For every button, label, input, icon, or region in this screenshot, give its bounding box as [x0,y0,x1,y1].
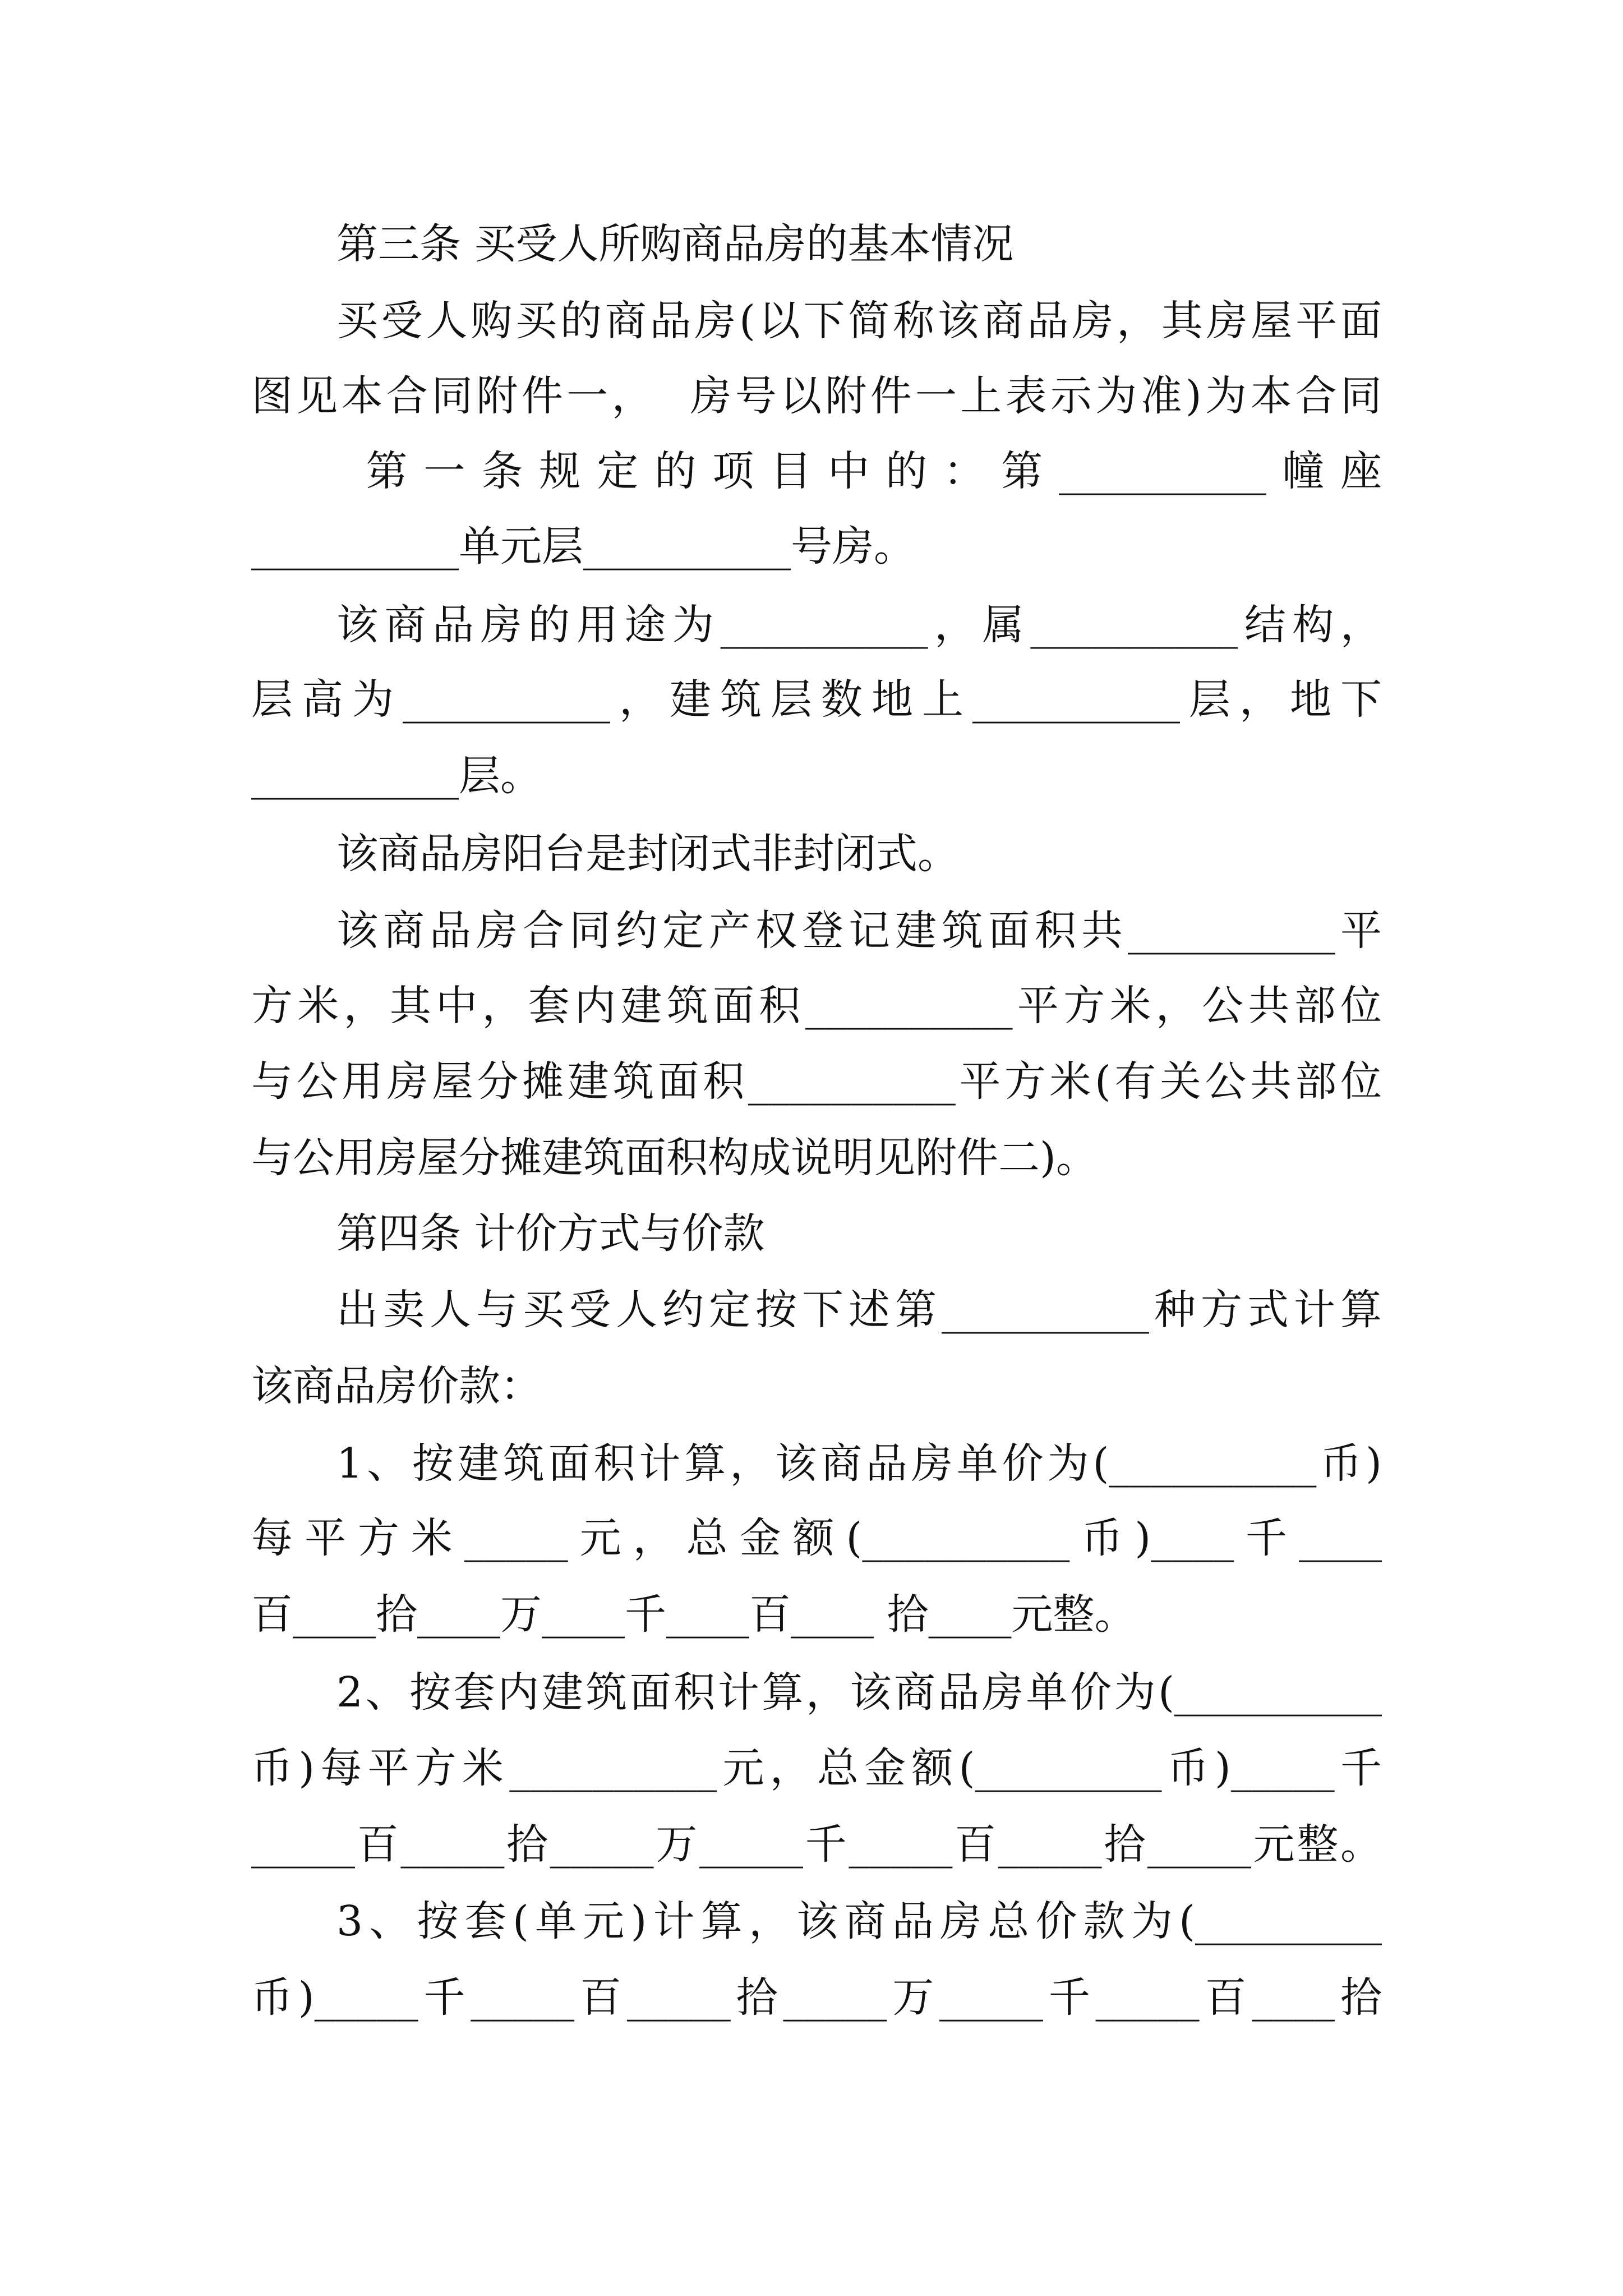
paragraph-line: 3、按套(单元)计算，该商品房总价款为(_________ [336,1897,1382,1945]
paragraph-line: __________层。 [251,752,542,800]
paragraph-line: 方米，其中，套内建筑面积__________平方米，公共部位 [251,982,1382,1030]
paragraph-line: 该商品房阳台是封闭式非封闭式。 [336,830,959,878]
paragraph-line: 该商品房价款： [251,1362,542,1410]
paragraph-line: 第一条规定的项目中的：第__________幢座 [336,447,1382,495]
paragraph-line: 2、按套内建筑面积计算，该商品房单价为(__________ [336,1668,1382,1717]
paragraph-line: 每平方米_____元，总金额(__________币)____千____ [251,1514,1382,1562]
paragraph-line: 1、按建筑面积计算，该商品房单价为(__________币) [336,1439,1382,1488]
paragraph-line: 层高为__________，建筑层数地上__________层，地下 [251,675,1382,724]
paragraph-line: __________单元层__________号房。 [251,522,915,570]
article-3-heading: 第三条 买受人所购商品房的基本情况 [336,220,1014,268]
paragraph-line: _____百_____拾_____万_____千_____百_____拾_____元整。 [251,1820,1382,1869]
paragraph-line: 该商品房的用途为__________，属__________结构， [336,601,1382,649]
paragraph-line: 买受人购买的商品房(以下简称该商品房，其房屋平面 [336,297,1382,345]
paragraph-line: 币)_____千_____百_____拾_____万_____千_____百____拾 [251,1973,1382,2022]
paragraph-line: 百____拾____万____千____百____ 拾____元整。 [251,1590,1136,1639]
paragraph-line: 图见本合同附件一， 房号以附件一上表示为准)为本合同 [251,372,1382,420]
article-4-heading: 第四条 计价方式与价款 [336,1209,765,1258]
paragraph-line: 与公用房屋分摊建筑面积构成说明见附件二)。 [251,1134,1098,1182]
paragraph-line: 币)每平方米__________元，总金额(_________币)_____千 [251,1744,1382,1792]
paragraph-line: 该商品房合同约定产权登记建筑面积共__________平 [336,907,1382,955]
paragraph-line: 出卖人与买受人约定按下述第__________种方式计算 [336,1286,1382,1334]
paragraph-line: 与公用房屋分摊建筑面积__________平方米(有关公共部位 [251,1057,1382,1106]
